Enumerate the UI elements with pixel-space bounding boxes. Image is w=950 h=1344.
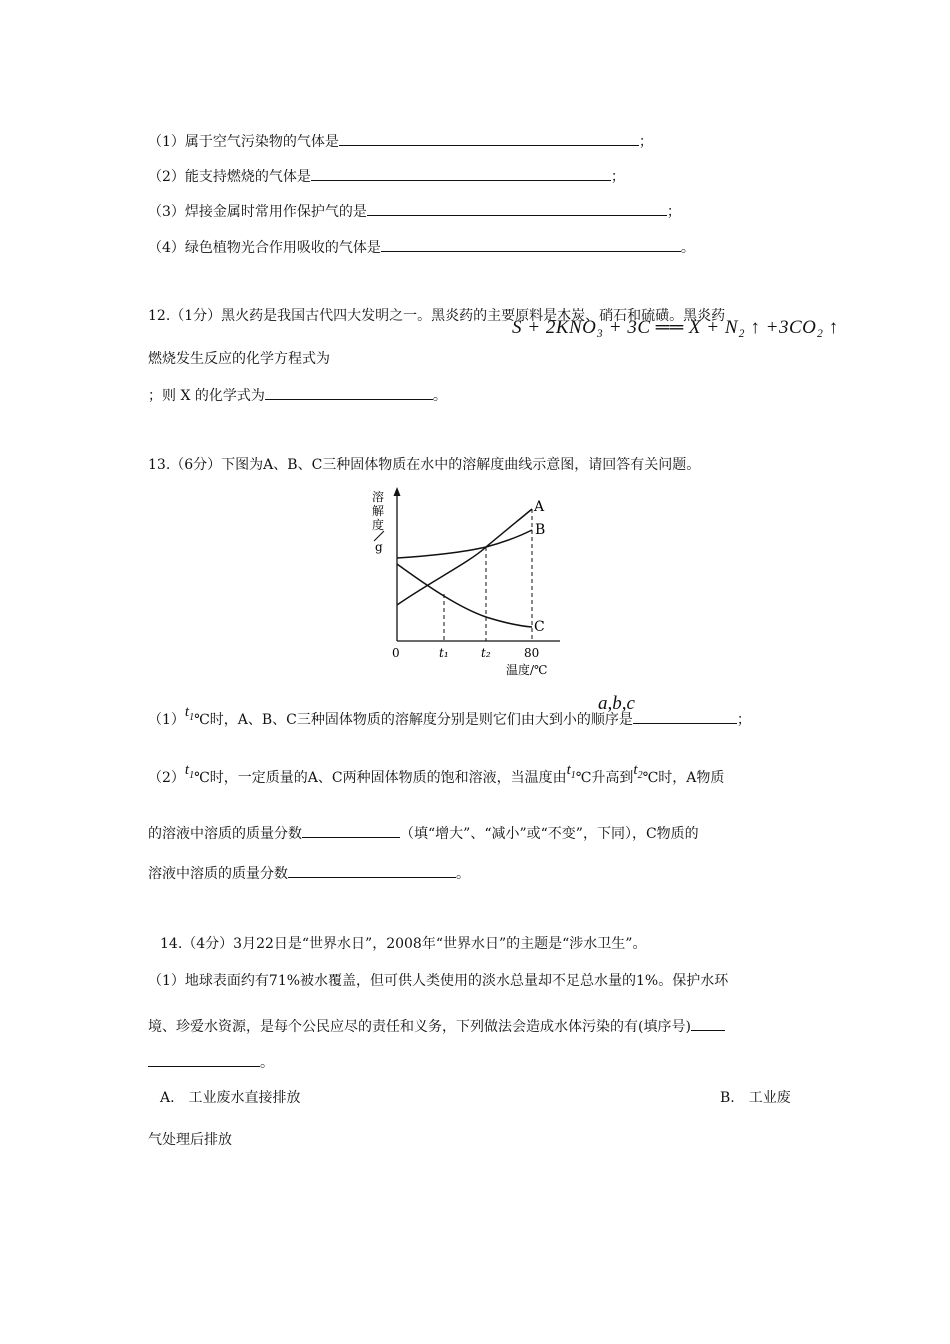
t1-symbol: $t_1$	[184, 762, 195, 781]
q12-line-2	[148, 349, 330, 369]
q12-equation	[512, 318, 839, 338]
y-axis-label-2: 解	[372, 504, 385, 518]
answer-blank[interactable]	[367, 201, 667, 216]
answer-blank[interactable]	[339, 131, 639, 146]
t2-symbol: $t_2$	[633, 762, 643, 781]
q14-p2	[148, 1016, 725, 1037]
q11-item-2	[148, 166, 625, 187]
x-tick-t2: t₂	[481, 646, 491, 660]
answer-blank[interactable]	[302, 823, 400, 838]
chemical-equation: S + 2KNO₃ + 3C ══ X + N₂ ↑ +3CO₂ ↑	[512, 317, 839, 338]
q13-sub-1-num: （1）	[148, 712, 185, 728]
q11-item-3-text: （3）焊接金属时常用作保护气的是	[148, 204, 367, 220]
x-tick-0: 0	[392, 646, 400, 660]
q12-text-2: 燃烧发生反应的化学方程式为	[148, 351, 330, 367]
answer-blank[interactable]	[691, 1016, 725, 1031]
q14-option-b	[720, 1088, 791, 1108]
q13-sub-2	[148, 762, 725, 794]
y-axis-arrow	[394, 487, 401, 496]
q13-sub-2-line-2	[148, 823, 699, 844]
q11-item-1	[148, 131, 653, 152]
t1-symbol: $t_1$	[566, 762, 576, 781]
q14-p1-text: （1）地球表面约有71%被水覆盖，但可供人类使用的淡水总量却不足总水量的1%。保护水环	[148, 973, 729, 989]
q13-sub-1-text: ℃时，A、B、C三种固体物质的溶解度分别是则它们由大到小的顺序是	[194, 712, 633, 728]
q11-item-1-text: （1）属于空气污染物的气体是	[148, 134, 339, 150]
q13-sub-2-text-c: ℃时，A物质	[642, 770, 725, 786]
q14-option-a	[160, 1088, 301, 1108]
semicolon: ；	[610, 169, 625, 185]
period: 。	[456, 866, 470, 882]
q14-p1	[148, 971, 728, 991]
q14-intro	[160, 934, 646, 954]
q13-intro	[148, 455, 700, 475]
answer-blank[interactable]	[265, 385, 433, 400]
answer-blank[interactable]	[288, 863, 456, 878]
curve-c-label: C	[534, 619, 545, 635]
q13-sub-2-line-3	[148, 863, 470, 884]
answer-blank[interactable]	[311, 166, 611, 181]
q11-item-4	[148, 237, 695, 258]
curve-b-label: B	[535, 522, 546, 538]
q13-sub-1	[148, 704, 751, 736]
q13-sub-2-text-a: ℃时，一定质量的A、C两种固体物质的饱和溶液，当温度由	[194, 770, 567, 786]
q11-item-3	[148, 201, 681, 222]
q14-p2-text: 境、珍爱水资源，是每个公民应尽的责任和义务，下列做法会造成水体污染的有(填序号)	[148, 1019, 691, 1035]
option-b-text: B. 工业废	[720, 1090, 791, 1106]
y-axis-label-unit: g	[375, 540, 383, 554]
abc-annotation	[598, 694, 635, 714]
x-axis-label: 温度/℃	[506, 663, 548, 677]
answer-blank[interactable]	[633, 709, 737, 724]
q13-sub-2-line-2-b: （填“增大”、“减小”或“不变”，下同），C物质的	[400, 826, 699, 842]
semicolon: ；	[638, 134, 653, 150]
q14-option-b-cont	[148, 1130, 232, 1150]
q13-sub-2-line-2-a: 的溶液中溶质的质量分数	[148, 826, 302, 842]
q12-text-1: 12.（1分）黑火药是我国古代四大发明之一。黑炎药的主要原料是木炭、硝石和硫磺。黑炎药	[148, 308, 726, 324]
q11-item-2-text: （2）能支持燃烧的气体是	[148, 169, 311, 185]
q12-text-3: ；则 X 的化学式为	[148, 388, 265, 404]
period: 。	[260, 1055, 274, 1071]
solubility-chart	[360, 484, 600, 684]
semicolon: ；	[666, 204, 681, 220]
q13-intro-text: 13.（6分）下图为A、B、C三种固体物质在水中的溶解度曲线示意图，请回答有关问题。	[148, 457, 701, 473]
q14-intro-text: 14.（4分）3月22日是“世界水日”，2008年“世界水日”的主题是“涉水卫生”。	[160, 936, 647, 952]
curve-b	[397, 530, 532, 558]
q13-sub-2-text-b: ℃升高到	[575, 770, 634, 786]
q13-sub-2-line-3-a: 溶液中溶质的质量分数	[148, 866, 288, 882]
answer-blank[interactable]	[148, 1052, 260, 1067]
q14-p3	[148, 1052, 274, 1073]
q13-sub-2-num: （2）	[148, 770, 185, 786]
x-tick-80: 80	[524, 646, 540, 660]
y-axis-label-1: 溶	[372, 490, 385, 504]
period: 。	[432, 388, 447, 404]
option-a-text: A. 工业废水直接排放	[160, 1090, 301, 1106]
x-tick-t1: t₁	[439, 646, 449, 660]
q12-line-3	[148, 385, 447, 406]
answer-blank[interactable]	[381, 237, 681, 252]
y-axis-label-3: 度	[372, 518, 385, 532]
abc-text: a,b,c	[598, 693, 635, 714]
q11-item-4-text: （4）绿色植物光合作用吸收的气体是	[148, 240, 381, 256]
period: 。	[680, 240, 695, 256]
t1-symbol: $t_1$	[184, 704, 195, 723]
semicolon: ；	[736, 712, 751, 728]
curve-c	[397, 564, 532, 627]
curve-a-label: A	[534, 499, 545, 515]
option-b-text-cont: 气处理后排放	[148, 1132, 232, 1148]
